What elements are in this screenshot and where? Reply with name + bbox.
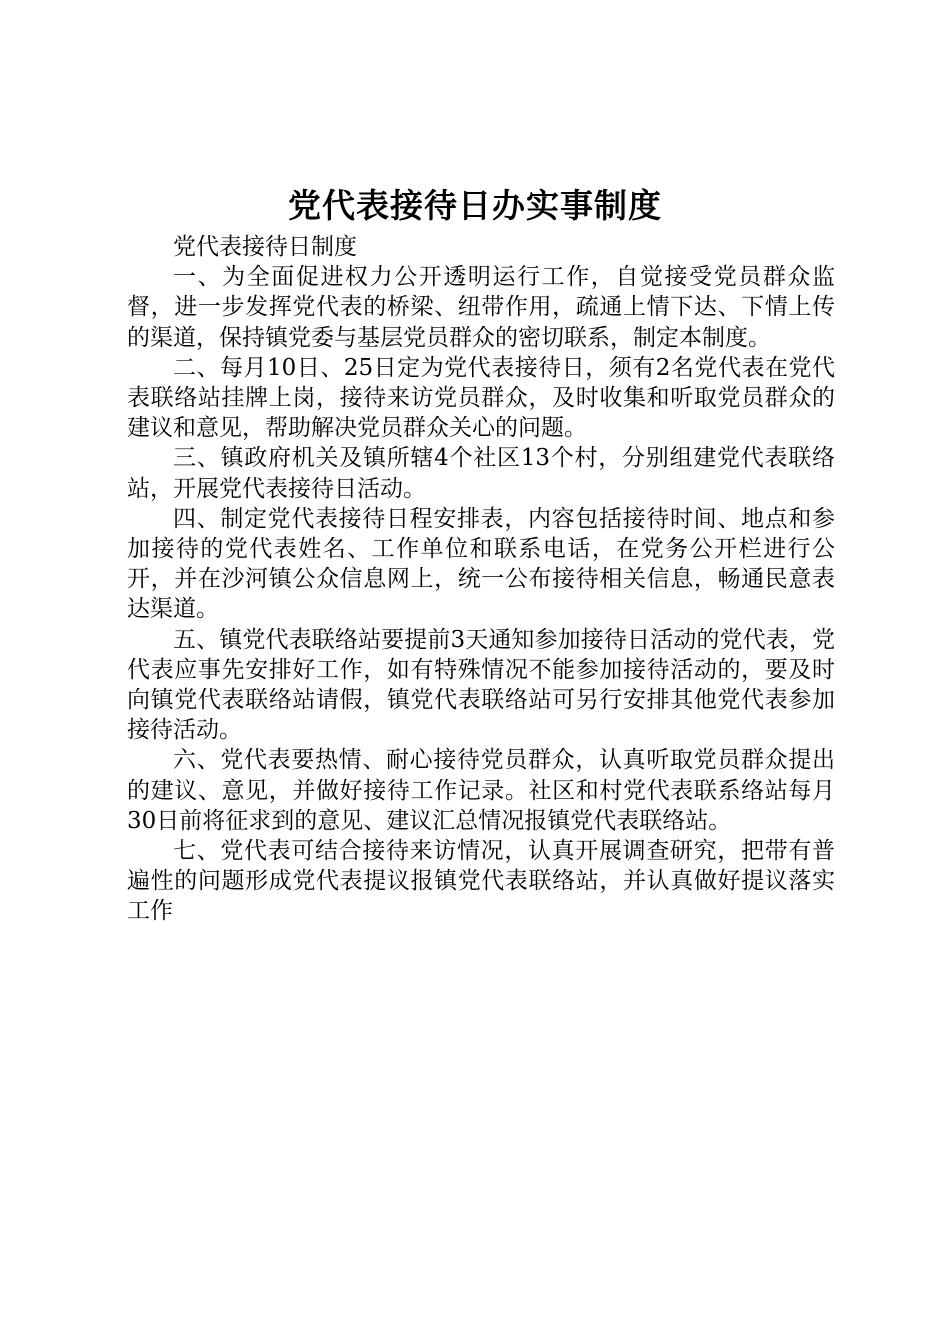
paragraph-1: 一、为全面促进权力公开透明运行工作，自觉接受党员群众监督，进一步发挥党代表的桥梁、纽带作用，疏通上情下达、下情上传的渠道，保持镇党委与基层党员群众的密切联系，制定本制度。 <box>127 264 835 351</box>
paragraph-2: 二、每月10日、25日定为党代表接待日，须有2名党代表在党代表联络站挂牌上岗，接待来访党员群众，及时收集和听取党员群众的建议和意见，帮助解决党员群众关心的问题。 <box>127 354 835 442</box>
paragraph-7: 七、党代表可结合接待来访情况，认真开展调查研究，把带有普遍性的问题形成党代表提议报镇党代表联络站，并认真做好提议落实工作 <box>127 838 835 925</box>
document-body <box>127 232 835 927</box>
paragraph-3: 三、镇政府机关及镇所辖4个社区13个村，分别组建党代表联络站，开展党代表接待日活动。 <box>127 445 835 502</box>
document-title: 党代表接待日办实事制度 <box>288 186 662 225</box>
paragraph-5: 五、镇党代表联络站要提前3天通知参加接待日活动的党代表，党代表应事先安排好工作，如有特殊情况不能参加接待活动的，要及时向镇党代表联络站请假，镇党代表联络站可另行安排其他党代表参加接待活动。 <box>127 626 835 744</box>
document-subtitle: 党代表接待日制度 <box>173 234 357 260</box>
paragraph-6: 六、党代表要热情、耐心接待党员群众，认真听取党员群众提出的建议、意见，并做好接待工作记录。社区和村党代表联系络站每月30日前将征求到的意见、建议汇总情况报镇党代表联络站。 <box>127 747 835 834</box>
paragraph-4: 四、制定党代表接待日程安排表，内容包括接待时间、地点和参加接待的党代表姓名、工作单位和联系电话，在党务公开栏进行公开，并在沙河镇公众信息网上，统一公布接待相关信息，畅通民意表达渠道。 <box>127 505 835 623</box>
